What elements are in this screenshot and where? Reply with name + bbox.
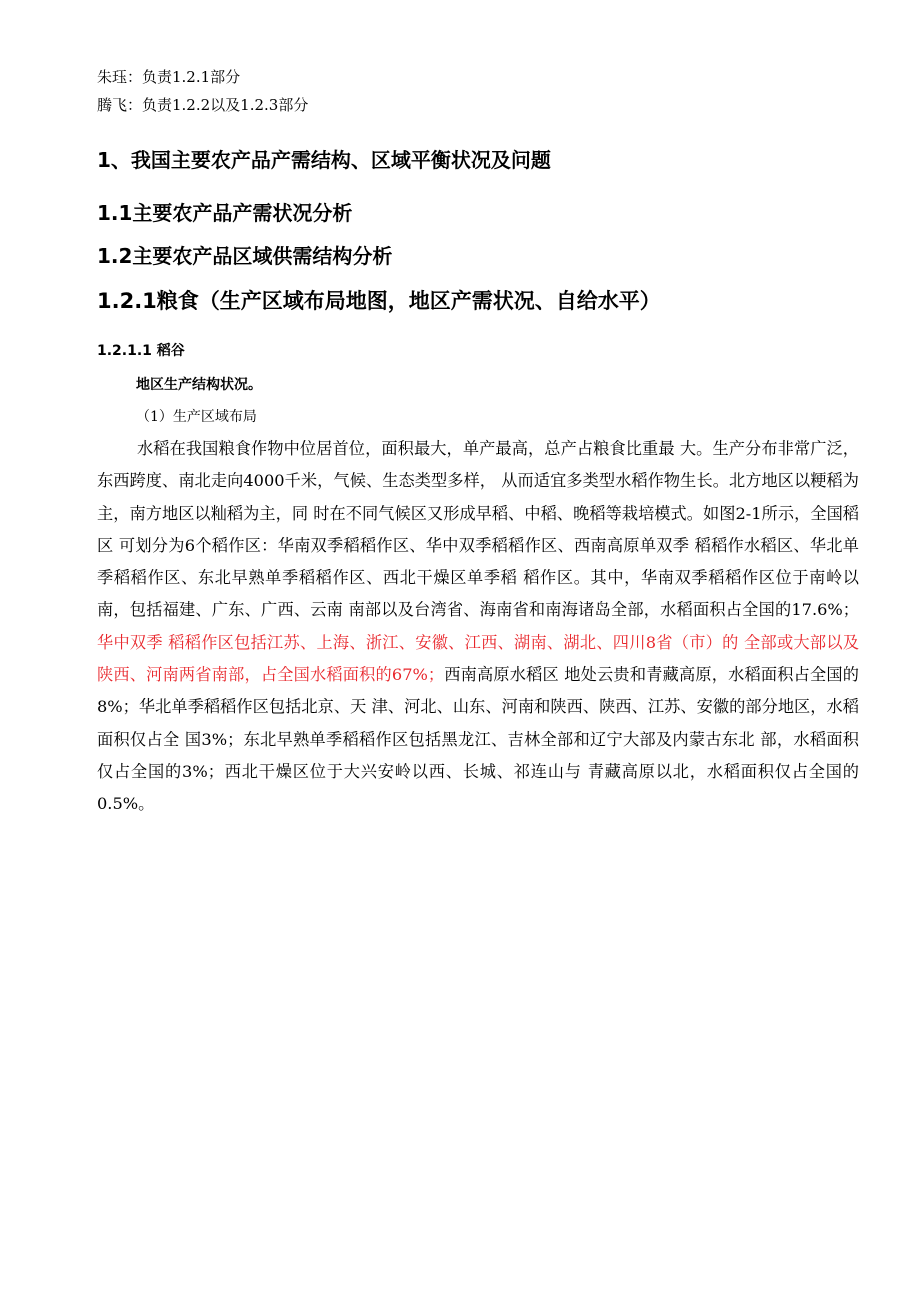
heading-1-1: 1.1主要农产品产需状况分析 <box>97 201 353 225</box>
heading-1-2-1-1: 1.2.1.1 稻谷 <box>97 343 185 359</box>
paragraph-highlight: 华中双季 稻稻作区包括江苏、上海、浙江、安徽、江西、湖南、湖北、四川8省（市）的 全部或大部以及陕西、河南两省南部，占全国水稻面积的67%； <box>97 632 859 685</box>
heading-1: 1、我国主要农产品产需结构、区域平衡状况及问题 <box>97 148 551 172</box>
paragraph-part-3: 西南高原水稻区 地处云贵和青藏高原，水稻面积占全国的8%；华北单季稻稻作区包括北京、天 津、河北、山东、河南和陕西、陕西、江苏、安徽的部分地区，水稻面积仅占全 国3%；东北早熟单季稻稻作区包括黑龙江、吉林全部和辽宁大部及内蒙古东北 部，水稻面积仅占全国的3%；西北干燥区位于大兴安岭以西、长城、祁连山与 青藏高原以北，水稻面积仅占全国的0.5%。 <box>97 665 859 814</box>
heading-1-2-1: 1.2.1粮食（生产区域布局地图，地区产需状况、自给水平） <box>97 289 661 313</box>
subsubsection-title: （1）生产区域布局 <box>136 409 257 425</box>
assignment-line-2: 腾飞：负责1.2.2以及1.2.3部分 <box>97 96 309 114</box>
body-paragraph <box>97 433 859 821</box>
heading-1-2: 1.2主要农产品区域供需结构分析 <box>97 244 393 268</box>
subsection-title: 地区生产结构状况。 <box>136 377 262 393</box>
assignment-line-1: 朱珏：负责1.2.1部分 <box>97 68 241 86</box>
paragraph-part-1: 水稻在我国粮食作物中位居首位，面积最大，单产最高，总产占粮食比重最 大。生产分布非常广泛，东西跨度、南北走向4000千米，气候、生态类型多样， 从而适宜多类型水稻作物生长。北方地区以粳稻为主，南方地区以籼稻为主，同 时在不同气候区又形成早稻、中稻、晚稻等栽培模式。如图2-1所示，全国稻区 可划分为6个稻作区：华南双季稻稻作区、华中双季稻稻作区、西南高原单双季 稻稻作水稻区、华北单季稻稻作区、东北早熟单季稻稻作区、西北干燥区单季稻 稻作区。其中，华南双季稻稻作区位于南岭以南，包括福建、广东、广西、云南 南部以及台湾省、海南省和南海诸岛全部，水稻面积占全国的17.6%； <box>97 439 859 620</box>
